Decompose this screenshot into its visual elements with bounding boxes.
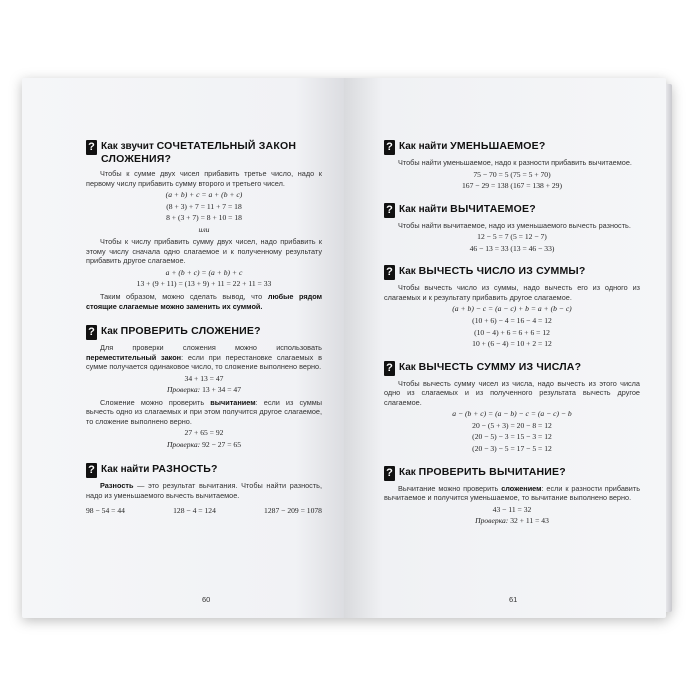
- question-mark-icon: ?: [384, 203, 395, 218]
- heading-text: Как ПРОВЕРИТЬ ВЫЧИТАНИЕ?: [399, 465, 566, 478]
- paragraph: Сложение можно проверить вычитанием: если из суммы вычесть одно из слагаемых и при этом получится другое слагаемое, то сложение выполнено верно.: [86, 397, 322, 426]
- heading-text: Как ПРОВЕРИТЬ СЛОЖЕНИЕ?: [101, 325, 261, 338]
- heading-highlight: СОЧЕТАТЕЛЬНЫЙ ЗАКОН СЛОЖЕНИЯ?: [101, 140, 297, 165]
- heading-prefix: Как звучит: [101, 141, 157, 152]
- question-mark-icon: ?: [86, 140, 97, 155]
- formula: (20 − 3) − 5 = 17 − 5 = 12: [472, 444, 552, 454]
- formula: (a + b) − c = (a − c) + b = a + (b − c): [452, 304, 572, 314]
- example: 98 − 54 = 44: [86, 506, 125, 516]
- formula: 75 − 70 = 5 (75 = 5 + 70): [473, 169, 551, 179]
- formula: 20 − (5 + 3) = 20 − 8 = 12: [472, 420, 552, 430]
- formula-check: Проверка: 92 − 27 = 65: [166, 439, 242, 449]
- question-mark-icon: ?: [384, 140, 395, 155]
- paragraph: Чтобы найти уменьшаемое, надо к разности прибавить вычитаемое.: [398, 158, 632, 167]
- section-check-addition: [86, 325, 322, 449]
- paragraph: Чтобы к сумме двух чисел прибавить третье число, надо к первому числу прибавить сумму второго и третьего чисел.: [86, 169, 322, 188]
- connector-word: или: [198, 224, 210, 234]
- paragraph: Чтобы к числу прибавить сумму двух чисел, надо прибавить к этому числу сначала одно слагаемое и к полученному результату прибавить другое слагаемое.: [86, 237, 322, 266]
- formula: (a + b) + c = a + (b + c): [165, 190, 243, 199]
- heading-text: Как ВЫЧЕСТЬ ЧИСЛО ИЗ СУММЫ?: [399, 265, 586, 278]
- page-edge: [666, 84, 672, 612]
- heading-text: Как найти РАЗНОСТЬ?: [101, 463, 218, 476]
- formula: 13 + (9 + 11) = (13 + 9) + 11 = 22 + 11 = 33: [136, 279, 272, 289]
- paragraph: Чтобы вычесть число из суммы, надо вычесть его из одного из слагаемых и к результату прибавить другое слагаемое.: [384, 283, 640, 302]
- paragraph-conclusion: Таким образом, можно сделать вывод, что любые рядом стоящие слагаемые можно заменить их суммой.: [86, 292, 322, 311]
- heading-text: Как ВЫЧЕСТЬ СУММУ ИЗ ЧИСЛА?: [399, 360, 582, 373]
- question-mark-icon: ?: [384, 466, 395, 481]
- section-check-subtraction: [384, 466, 640, 526]
- examples-row: [86, 506, 322, 515]
- section-heading: [384, 203, 640, 218]
- example: 128 − 4 = 124: [173, 506, 216, 516]
- section-difference: [86, 463, 322, 515]
- page-number: 60: [202, 595, 211, 604]
- formula-check: Проверка: 32 + 11 = 43: [475, 516, 549, 526]
- section-heading: [86, 463, 322, 478]
- heading-text: Как найти ВЫЧИТАЕМОЕ?: [399, 202, 536, 215]
- formula: (8 + 3) + 7 = 11 + 7 = 18: [166, 201, 242, 211]
- left-page: [22, 78, 344, 618]
- formula: 10 + (6 − 4) = 10 + 2 = 12: [472, 339, 552, 349]
- section-heading: [384, 140, 640, 155]
- paragraph: Чтобы найти вычитаемое, надо из уменьшаемого вычесть разность.: [398, 220, 631, 230]
- formula: 27 + 65 = 92: [184, 428, 224, 438]
- section-heading: [86, 140, 322, 166]
- formula: 43 − 11 = 32: [492, 504, 532, 514]
- right-page: [344, 78, 666, 618]
- heading-text: Как найти УМЕНЬШАЕМОЕ?: [399, 140, 546, 152]
- section-subtract-from-sum: [384, 265, 640, 348]
- formula: 8 + (3 + 7) = 8 + 10 = 18: [166, 213, 242, 223]
- heading-text: [101, 140, 322, 166]
- section-associative-law: [86, 140, 322, 311]
- page-number: 61: [509, 595, 518, 604]
- question-mark-icon: ?: [384, 265, 395, 280]
- paragraph: Разность — это результат вычитания. Чтобы найти разность, надо из уменьшаемого вычесть вычитаемое.: [86, 481, 322, 500]
- formula: 167 − 29 = 138 (167 = 138 + 29): [461, 181, 563, 191]
- question-mark-icon: ?: [86, 325, 97, 340]
- formula: 34 + 13 = 47: [184, 373, 224, 383]
- section-heading: [86, 325, 322, 340]
- question-mark-icon: ?: [384, 361, 395, 376]
- section-subtrahend: [384, 203, 640, 254]
- formula: 46 − 13 = 33 (13 = 46 − 33): [469, 243, 555, 253]
- section-heading: [384, 466, 640, 481]
- formula: 12 − 5 = 7 (5 = 12 − 7): [477, 232, 547, 242]
- open-book: [22, 78, 666, 618]
- question-mark-icon: ?: [86, 463, 97, 478]
- formula: (20 − 5) − 3 = 15 − 3 = 12: [472, 432, 552, 442]
- section-heading: [384, 265, 640, 280]
- formula: (10 + 6) − 4 = 16 − 4 = 12: [472, 315, 552, 325]
- example: 1287 − 209 = 1078: [264, 506, 322, 516]
- paragraph: Вычитание можно проверить сложением: если к разности прибавить вычитаемое и получится уменьшаемое, то вычитание выполнено верно.: [384, 483, 640, 503]
- paragraph: Чтобы вычесть сумму чисел из числа, надо вычесть из этого числа одно из слагаемых и из полученного результата вычесть другое слагаемое.: [384, 378, 640, 407]
- section-heading: [384, 361, 640, 376]
- section-subtract-sum: [384, 361, 640, 454]
- formula-check: Проверка: 13 + 34 = 47: [166, 385, 242, 395]
- formula: a − (b + c) = (a − b) − c = (a − c) − b: [452, 409, 572, 419]
- paragraph: Для проверки сложения можно использовать переместительный закон: если при перестановке слагаемых в сумме получается одинаковое число, то сложение выполнено верно.: [86, 343, 322, 372]
- section-minuend: [384, 140, 640, 191]
- formula: a + (b + c) = (a + b) + c: [165, 267, 243, 277]
- formula: (10 − 4) + 6 = 6 + 6 = 12: [474, 327, 550, 337]
